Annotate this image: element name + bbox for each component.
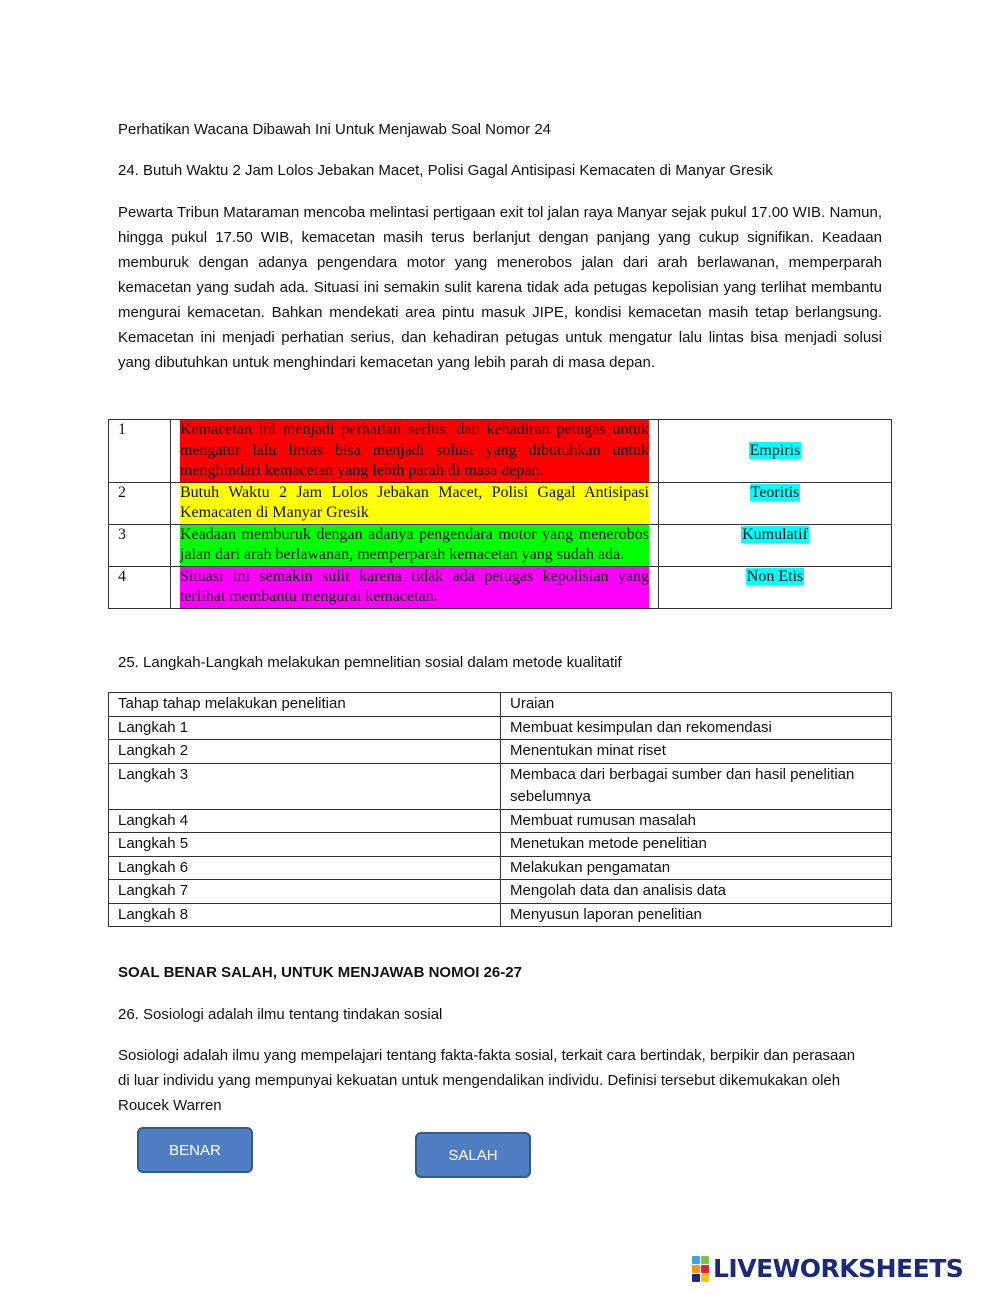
table-row	[109, 763, 892, 809]
matching-table	[108, 419, 892, 609]
column-header: Uraian	[501, 693, 892, 717]
category-answer[interactable]: Teoritis	[750, 483, 800, 501]
step-label: Langkah 5	[109, 833, 501, 857]
salah-button[interactable]: SALAH	[415, 1132, 531, 1178]
question-26-passage: Sosiologi adalah ilmu yang mempelajari tentang fakta-fakta sosial, terkait cara bertindak, berpikir dan perasaan di luar individu yang mempunyai kekuatan untuk mengendalikan individu. Definisi tersebut dikemukakan oleh Roucek Warren	[118, 1047, 856, 1114]
step-description[interactable]: Membaca dari berbagai sumber dan hasil penelitian sebelumnya	[501, 763, 892, 809]
question-24-title: 24. Butuh Waktu 2 Jam Lolos Jebakan Macet, Polisi Gagal Antisipasi Kemacaten di Manyar Gresik	[118, 162, 773, 179]
category-answer[interactable]: Non Etis	[746, 567, 804, 585]
step-description[interactable]: Membuat rumusan masalah	[501, 809, 892, 833]
step-label: Langkah 4	[109, 809, 501, 833]
table-row	[109, 524, 892, 566]
table-row	[109, 420, 892, 483]
step-description[interactable]: Menetukan metode penelitian	[501, 833, 892, 857]
table-row	[109, 809, 892, 833]
table-row	[109, 903, 892, 927]
section-heading: SOAL BENAR SALAH, UNTUK MENJAWAB NOMOI 26-27	[118, 964, 522, 981]
statement-text: Butuh Waktu 2 Jam Lolos Jebakan Macet, Polisi Gagal Antisipasi Kemacaten di Manyar Gresik	[180, 483, 649, 524]
category-answer[interactable]: Kumulatif	[742, 525, 808, 543]
step-label: Langkah 8	[109, 903, 501, 927]
table-row	[109, 880, 892, 904]
category-answer[interactable]: Empiris	[749, 442, 801, 459]
row-number: 4	[109, 566, 171, 608]
table-row	[109, 482, 892, 524]
step-label: Langkah 6	[109, 856, 501, 880]
row-number: 1	[109, 420, 171, 483]
table-row	[109, 856, 892, 880]
table-row	[109, 740, 892, 764]
step-label: Langkah 2	[109, 740, 501, 764]
question-24-passage: Pewarta Tribun Mataraman mencoba melintasi pertigaan exit tol jalan raya Manyar sejak pukul 17.00 WIB. Namun, hingga pukul 17.50 WIB, kemacetan masih terus berlanjut dengan panjang yang cukup signifikan. Keadaan memburuk dengan adanya pengendara motor yang menerobos jalan dari arah berlawanan, memperparah kemacetan yang sudah ada. Situasi ini semakin sulit karena tidak ada petugas kepolisian yang terlihat membantu mengurai kemacetan. Bahkan mendekati area pintu masuk JIPE, kondisi kemacetan masih tetap berlangsung. Kemacetan ini menjadi perhatian serius, dan kehadiran petugas untuk mengatur lalu lintas bisa menjadi solusi yang dibutuhkan untuk menghindari kemacetan yang lebih parah di masa depan.	[118, 204, 882, 371]
statement-text: Keadaan memburuk dengan adanya pengendara motor yang menerobos jalan dari arah berlawanan, memperparah kemacetan yang sudah ada.	[180, 525, 649, 566]
logo-blocks-icon	[692, 1256, 709, 1282]
column-header: Tahap tahap melakukan penelitian	[109, 693, 501, 717]
statement-text: Situasi ini semakin sulit karena tidak ada petugas kepolisian yang terlihat membantu mengurai kemacetan.	[180, 567, 649, 608]
step-description[interactable]: Membuat kesimpulan dan rekomendasi	[501, 716, 892, 740]
brand-name: LIVEWORKSHEETS	[713, 1254, 964, 1283]
table-row	[109, 566, 892, 608]
table-header-row	[109, 693, 892, 717]
liveworksheets-logo	[692, 1254, 963, 1283]
step-label: Langkah 3	[109, 763, 501, 809]
statement-text: Kemacetan ini menjadi perhatian serius, dan kehadiran petugas untuk mengatur lalu lintas bisa menjadi solusi yang dibutuhkan untuk menghindari kemacetan yang lebih parah di masa depan.	[180, 420, 649, 482]
question-26-title: 26. Sosiologi adalah ilmu tentang tindakan sosial	[118, 1006, 443, 1023]
question-25-title: 25. Langkah-Langkah melakukan pemnelitian sosial dalam metode kualitatif	[118, 654, 622, 671]
steps-table	[108, 692, 892, 927]
step-description[interactable]: Menentukan minat riset	[501, 740, 892, 764]
table-row	[109, 833, 892, 857]
instruction-text: Perhatikan Wacana Dibawah Ini Untuk Menjawab Soal Nomor 24	[118, 121, 552, 138]
step-label: Langkah 7	[109, 880, 501, 904]
step-description[interactable]: Mengolah data dan analisis data	[501, 880, 892, 904]
table-row	[109, 716, 892, 740]
step-label: Langkah 1	[109, 716, 501, 740]
row-number: 2	[109, 482, 171, 524]
step-description[interactable]: Menyusun laporan penelitian	[501, 903, 892, 927]
row-number: 3	[109, 524, 171, 566]
step-description[interactable]: Melakukan pengamatan	[501, 856, 892, 880]
benar-button[interactable]: BENAR	[137, 1127, 253, 1173]
